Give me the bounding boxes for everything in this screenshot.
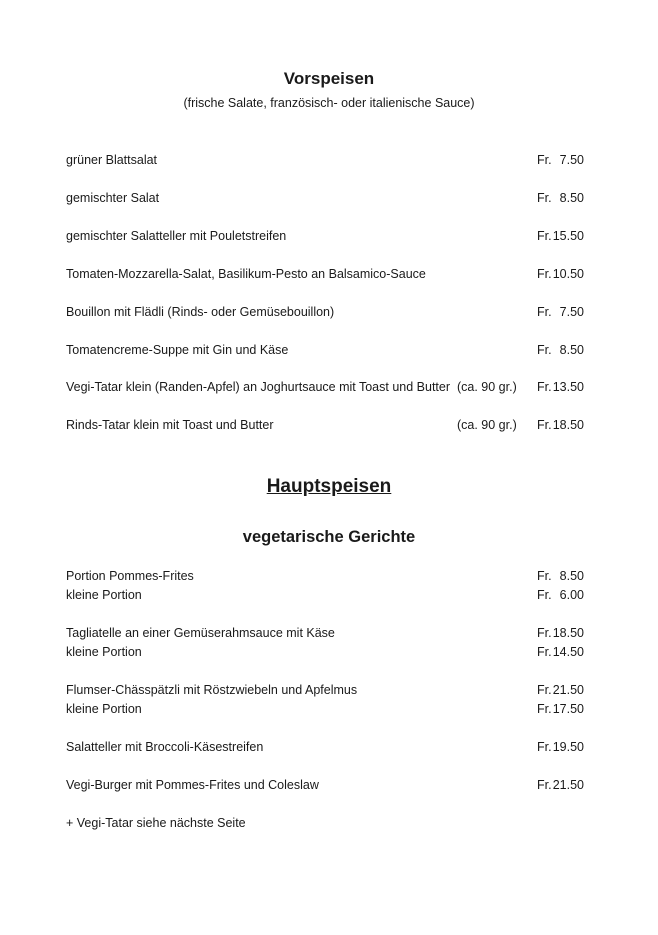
item-currency: Fr. [537, 418, 552, 432]
menu-item [66, 588, 586, 606]
item-currency: Fr. [537, 740, 552, 754]
item-currency: Fr. [537, 153, 552, 167]
menu-item [66, 683, 586, 701]
item-currency: Fr. [537, 343, 552, 357]
item-currency: Fr. [537, 778, 552, 792]
item-name: grüner Blattsalat [66, 153, 158, 167]
item-price: 8.50 [559, 343, 584, 357]
item-price: 7.50 [559, 153, 584, 167]
item-price: 13.50 [552, 380, 584, 394]
menu-item [66, 626, 586, 644]
menu-item [66, 343, 586, 361]
footnote: + Vegi-Tatar siehe nächste Seite [66, 816, 246, 830]
item-name: Tomaten-Mozzarella-Salat, Basilikum-Pesto an Balsamico-Sauce [66, 267, 426, 281]
item-name: Tagliatelle an einer Gemüserahmsauce mit Käse [66, 626, 335, 640]
item-name: Vegi-Burger mit Pommes-Frites und Coleslaw [66, 778, 319, 792]
item-name: Bouillon mit Flädli (Rinds- oder Gemüsebouillon) [66, 305, 335, 319]
menu-item [66, 569, 586, 587]
item-price: 14.50 [552, 645, 584, 659]
item-name: kleine Portion [66, 588, 142, 602]
item-price: 10.50 [552, 267, 584, 281]
item-price: 19.50 [552, 740, 584, 754]
menu-item [66, 645, 586, 663]
item-price: 21.50 [552, 683, 584, 697]
item-currency: Fr. [537, 569, 552, 583]
menu-item [66, 380, 586, 398]
item-price: 8.50 [559, 191, 584, 205]
item-currency: Fr. [537, 229, 552, 243]
item-name: kleine Portion [66, 702, 142, 716]
item-currency: Fr. [537, 645, 552, 659]
menu-item [66, 267, 586, 285]
item-name: gemischter Salatteller mit Pouletstreifen [66, 229, 287, 243]
item-name: gemischter Salat [66, 191, 160, 205]
item-quantity: (ca. 90 gr.) [457, 380, 517, 394]
item-price: 15.50 [552, 229, 584, 243]
menu-item [66, 778, 586, 796]
section-title-vorspeisen: Vorspeisen [283, 69, 375, 88]
item-currency: Fr. [537, 626, 552, 640]
item-name: Portion Pommes-Frites [66, 569, 194, 583]
item-price: 21.50 [552, 778, 584, 792]
item-currency: Fr. [537, 267, 552, 281]
item-currency: Fr. [537, 191, 552, 205]
section-title-hauptspeisen: Hauptspeisen [266, 476, 392, 497]
item-price: 6.00 [559, 588, 584, 602]
menu-item [66, 229, 586, 247]
menu-item [66, 153, 586, 171]
menu-item [66, 702, 586, 720]
subsection-title-vegetarisch: vegetarische Gerichte [242, 528, 416, 546]
item-price: 18.50 [552, 418, 584, 432]
menu-item [66, 305, 586, 323]
item-name: Rinds-Tatar klein mit Toast und Butter [66, 418, 274, 432]
menu-item [66, 191, 586, 209]
menu-item [66, 740, 586, 758]
item-name: Vegi-Tatar klein (Randen-Apfel) an Joghurtsauce mit Toast und Butter [66, 380, 451, 394]
menu-item [66, 418, 586, 436]
item-price: 18.50 [552, 626, 584, 640]
item-quantity: (ca. 90 gr.) [457, 418, 517, 432]
item-currency: Fr. [537, 380, 552, 394]
section-subtitle: (frische Salate, französisch- oder italienische Sauce) [183, 96, 475, 110]
item-price: 8.50 [559, 569, 584, 583]
item-name: Flumser-Chässpätzli mit Röstzwiebeln und Apfelmus [66, 683, 358, 697]
item-price: 7.50 [559, 305, 584, 319]
item-name: Salatteller mit Broccoli-Käsestreifen [66, 740, 264, 754]
item-currency: Fr. [537, 702, 552, 716]
item-currency: Fr. [537, 683, 552, 697]
item-price: 17.50 [552, 702, 584, 716]
item-name: Tomatencreme-Suppe mit Gin und Käse [66, 343, 289, 357]
item-currency: Fr. [537, 305, 552, 319]
item-currency: Fr. [537, 588, 552, 602]
item-name: kleine Portion [66, 645, 142, 659]
